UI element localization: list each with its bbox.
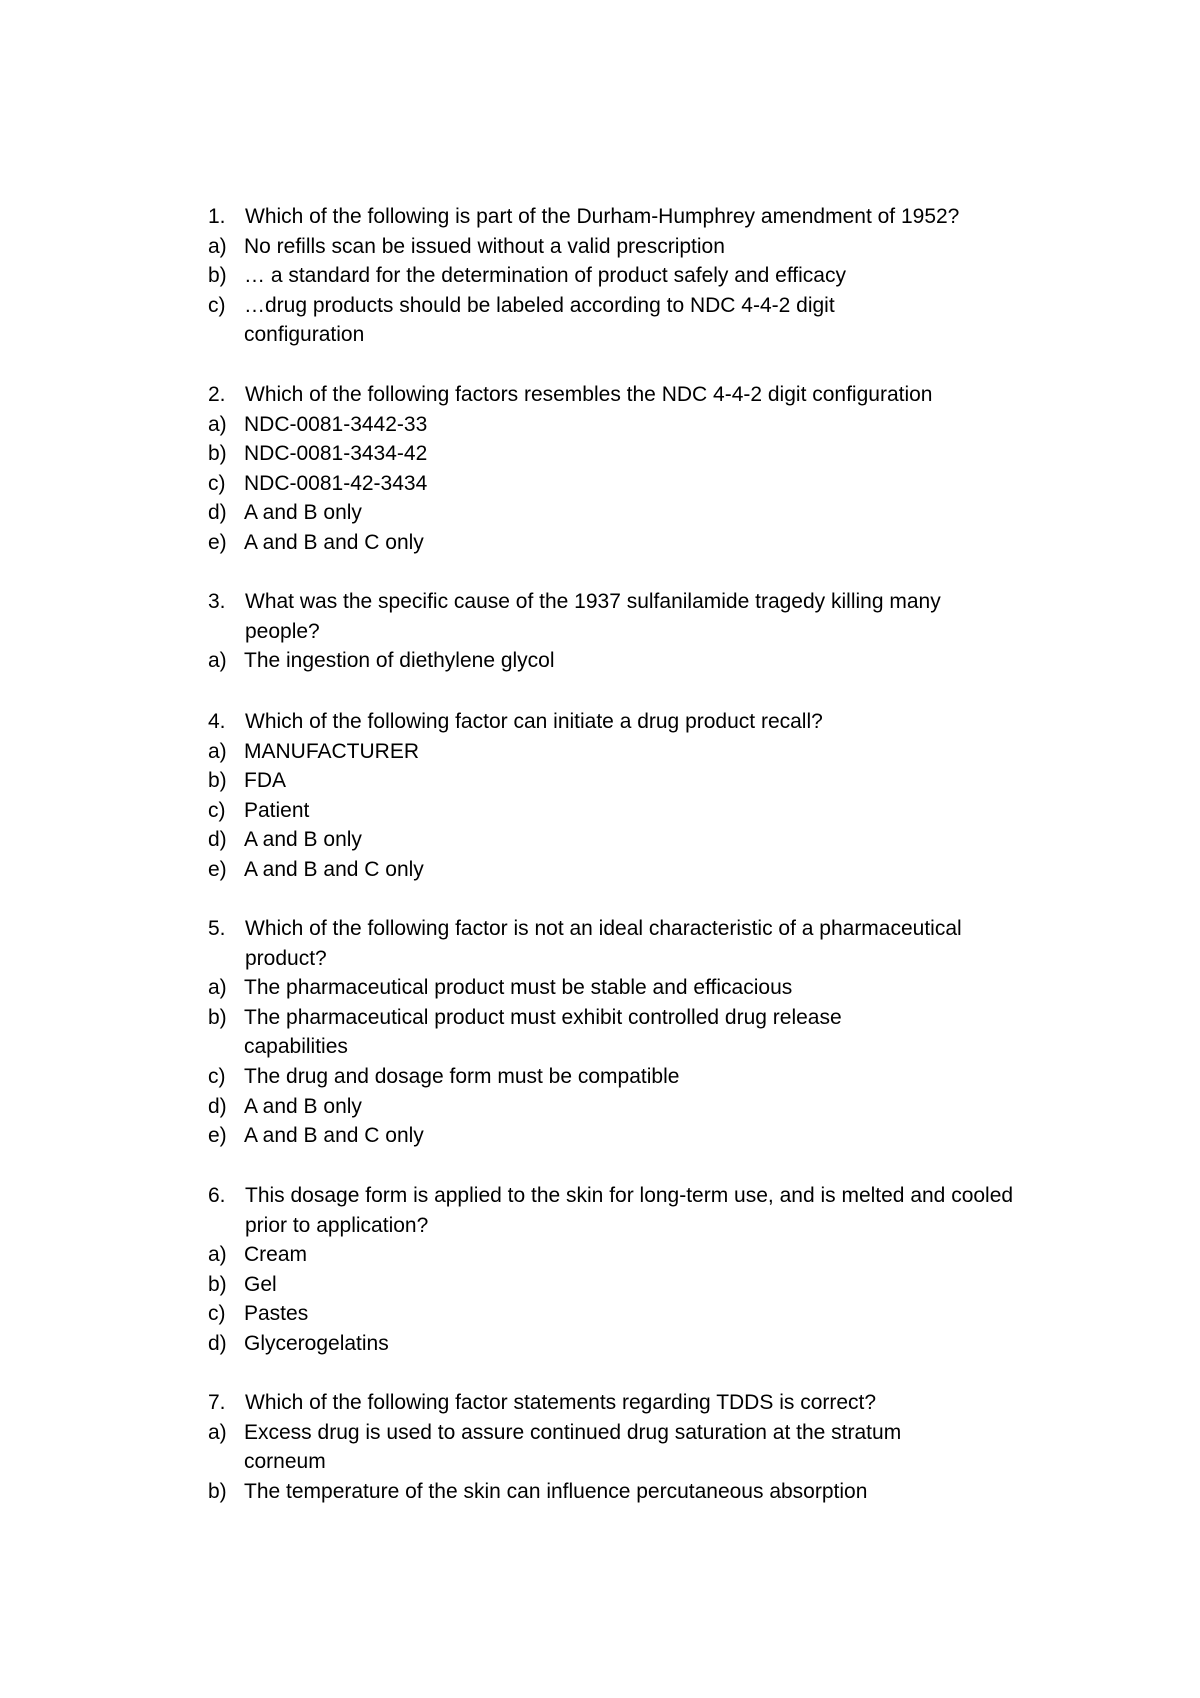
option-text: The pharmaceutical product must be stable and efficacious (244, 976, 793, 1000)
question-4 (208, 707, 1028, 885)
question-1 (208, 202, 1028, 350)
option-text: A and B and C only (244, 530, 424, 554)
option-list (208, 410, 1028, 558)
option-letter: a) (208, 234, 227, 258)
option-letter: a) (208, 976, 227, 1000)
option-letter: b) (208, 442, 227, 466)
question-number: 7. (208, 1391, 226, 1414)
option-item (208, 1003, 1028, 1062)
option-item (208, 410, 1028, 440)
option-letter: e) (208, 1124, 227, 1148)
option-item (208, 1121, 1028, 1151)
option-letter: c) (208, 798, 226, 822)
option-letter: c) (208, 293, 226, 317)
option-letter: c) (208, 471, 226, 495)
question-7 (208, 1388, 1028, 1506)
option-letter: b) (208, 1272, 227, 1296)
option-text: The pharmaceutical product must exhibit controlled drug release capabilities (244, 1005, 842, 1059)
question-6-line (208, 1181, 1028, 1240)
question-number: 4. (208, 710, 226, 733)
question-4-line (208, 707, 1028, 737)
question-number: 2. (208, 383, 226, 406)
option-text: …drug products should be labeled according to NDC 4-4-2 digit configuration (244, 293, 835, 347)
option-item (208, 1329, 1028, 1359)
option-list (208, 1418, 1028, 1507)
option-letter: b) (208, 1005, 227, 1029)
option-list (208, 1240, 1028, 1358)
option-letter: a) (208, 649, 227, 673)
option-letter: b) (208, 264, 227, 288)
option-text: A and B only (244, 1094, 362, 1118)
option-item (208, 1240, 1028, 1270)
option-letter: b) (208, 769, 227, 793)
option-item (208, 439, 1028, 469)
question-text: What was the specific cause of the 1937 sulfanilamide tragedy killing many people? (245, 590, 941, 643)
question-number: 3. (208, 590, 226, 613)
option-item (208, 766, 1028, 796)
option-item (208, 796, 1028, 826)
option-letter: a) (208, 412, 227, 436)
question-2 (208, 380, 1028, 558)
question-3-line (208, 587, 1028, 646)
question-text: Which of the following factor can initiate a drug product recall? (245, 710, 823, 733)
option-text: FDA (244, 769, 286, 793)
option-item (208, 528, 1028, 558)
option-letter: d) (208, 828, 227, 852)
option-item (208, 737, 1028, 767)
question-text: Which of the following factor statements regarding TDDS is correct? (245, 1391, 877, 1414)
option-text: A and B and C only (244, 857, 424, 881)
option-text: Cream (244, 1243, 308, 1267)
option-text: The ingestion of diethylene glycol (244, 649, 555, 673)
option-letter: b) (208, 1479, 227, 1503)
question-text: Which of the following factors resembles the NDC 4-4-2 digit configuration (245, 383, 933, 406)
question-text: This dosage form is applied to the skin for long-term use, and is melted and cooled prior to application? (245, 1184, 1014, 1237)
option-letter: a) (208, 739, 227, 763)
option-letter: a) (208, 1243, 227, 1267)
option-item (208, 291, 1028, 350)
question-3 (208, 587, 1028, 676)
option-item (208, 498, 1028, 528)
option-text: MANUFACTURER (244, 739, 420, 763)
option-list (208, 973, 1028, 1151)
option-letter: c) (208, 1302, 226, 1326)
option-text: A and B only (244, 828, 362, 852)
option-list (208, 646, 1028, 676)
option-list (208, 232, 1028, 350)
option-item (208, 855, 1028, 885)
option-text: … a standard for the determination of product safely and efficacy (244, 264, 846, 288)
option-letter: c) (208, 1064, 226, 1088)
option-item (208, 232, 1028, 262)
option-text: NDC-0081-42-3434 (244, 471, 428, 495)
question-text: Which of the following factor is not an ideal characteristic of a pharmaceutical product? (245, 917, 962, 970)
question-2-line (208, 380, 1028, 410)
option-item (208, 825, 1028, 855)
option-letter: e) (208, 857, 227, 881)
option-item (208, 1092, 1028, 1122)
question-5-line (208, 914, 1028, 973)
option-item (208, 973, 1028, 1003)
option-item (208, 469, 1028, 499)
option-item (208, 1062, 1028, 1092)
option-item (208, 1299, 1028, 1329)
option-text: Glycerogelatins (244, 1331, 389, 1355)
question-5 (208, 914, 1028, 1151)
question-1-line (208, 202, 1028, 232)
question-number: 6. (208, 1184, 226, 1207)
option-letter: d) (208, 501, 227, 525)
option-text: The drug and dosage form must be compatible (244, 1064, 680, 1088)
option-item (208, 646, 1028, 676)
option-text: NDC-0081-3434-42 (244, 442, 428, 466)
question-6 (208, 1181, 1028, 1359)
option-text: Patient (244, 798, 310, 822)
option-item (208, 1477, 1028, 1507)
option-letter: d) (208, 1094, 227, 1118)
option-letter: e) (208, 530, 227, 554)
option-text: NDC-0081-3442-33 (244, 412, 428, 436)
option-text: Pastes (244, 1302, 309, 1326)
option-text: Gel (244, 1272, 277, 1296)
question-7-line (208, 1388, 1028, 1418)
option-letter: a) (208, 1420, 227, 1444)
option-item (208, 1270, 1028, 1300)
option-text: The temperature of the skin can influence percutaneous absorption (244, 1479, 868, 1503)
option-text: No refills scan be issued without a valid prescription (244, 234, 725, 258)
question-number: 1. (208, 205, 226, 228)
question-text: Which of the following is part of the Durham-Humphrey amendment of 1952? (245, 205, 960, 228)
option-item (208, 261, 1028, 291)
option-text: A and B only (244, 501, 362, 525)
option-text: Excess drug is used to assure continued drug saturation at the stratum corneum (244, 1420, 902, 1474)
option-letter: d) (208, 1331, 227, 1355)
option-list (208, 737, 1028, 885)
option-text: A and B and C only (244, 1124, 424, 1148)
question-number: 5. (208, 917, 226, 940)
option-item (208, 1418, 1028, 1477)
